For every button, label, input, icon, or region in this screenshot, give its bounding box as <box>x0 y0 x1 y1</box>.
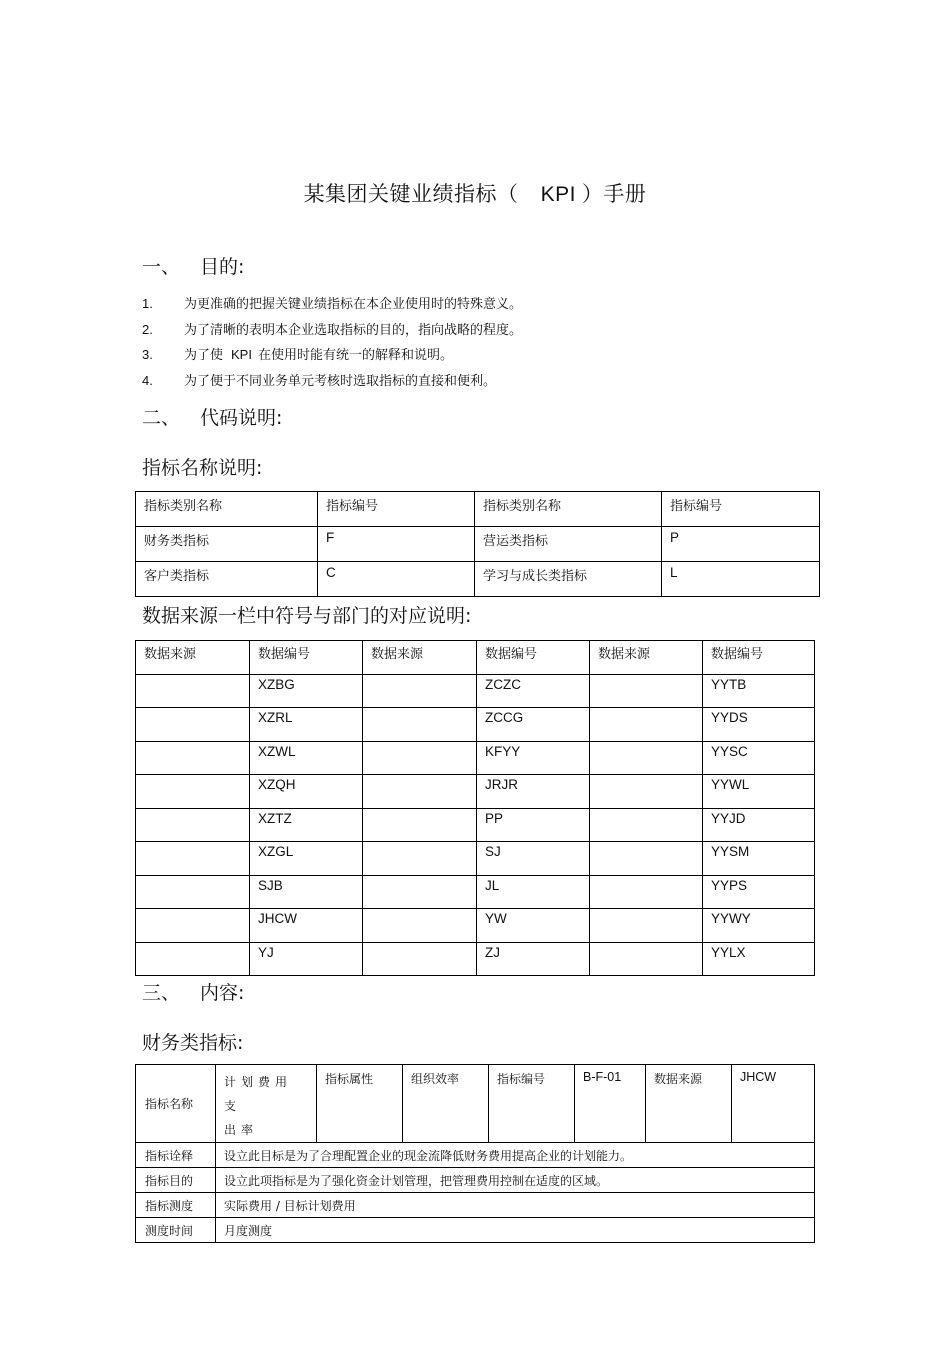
finance-row-label: 指标目的 <box>136 1168 216 1193</box>
section-2-number: 二、 <box>142 407 181 429</box>
table-cell <box>136 942 250 976</box>
table-row <box>136 808 815 842</box>
table-cell <box>590 674 703 708</box>
table-cell: 财务类指标 <box>136 527 318 562</box>
table-cell: L <box>662 562 820 597</box>
table-cell <box>363 708 477 742</box>
indicator-name-line-1: 计划费用支 <box>224 1075 293 1113</box>
table-header-row <box>136 641 815 675</box>
table-cell: KFYY <box>477 741 590 775</box>
table-cell: JL <box>477 875 590 909</box>
table-row <box>136 674 815 708</box>
table-cell: YJ <box>250 942 363 976</box>
table-cell <box>136 674 250 708</box>
purpose-list <box>142 291 522 393</box>
finance-row <box>136 1218 815 1243</box>
header-cell: 指标类别名称 <box>475 492 662 527</box>
data-source-table-body <box>136 674 815 976</box>
title-part-1: 某集团关键业绩指标（ <box>303 182 519 206</box>
purpose-item <box>142 317 522 343</box>
table-header-row <box>136 492 820 527</box>
table-row <box>136 942 815 976</box>
indicator-attr-value: 组织效率 <box>403 1065 489 1143</box>
table-cell <box>590 741 703 775</box>
header-cell: 数据来源 <box>590 641 703 675</box>
header-cell: 指标编号 <box>318 492 475 527</box>
table-cell <box>136 775 250 809</box>
table-cell <box>590 775 703 809</box>
table-cell: XZQH <box>250 775 363 809</box>
section-2-title: 代码说明: <box>200 407 283 429</box>
finance-row-value: 月度测度 <box>216 1218 815 1243</box>
table-cell <box>363 875 477 909</box>
section-1-title: 目的: <box>200 256 245 278</box>
table-cell: YYPS <box>703 875 815 909</box>
section-3-heading <box>142 978 244 1005</box>
table-cell: SJB <box>250 875 363 909</box>
header-cell: 数据来源 <box>363 641 477 675</box>
table-cell: XZWL <box>250 741 363 775</box>
table-cell: SJ <box>477 842 590 876</box>
indicator-name-label: 指标名称 <box>136 1065 216 1143</box>
section-2-heading <box>142 403 282 430</box>
table-cell <box>590 842 703 876</box>
table-row <box>136 909 815 943</box>
table-cell: XZTZ <box>250 808 363 842</box>
table-cell <box>136 875 250 909</box>
purpose-number: 1. <box>142 296 153 311</box>
table-row <box>136 562 820 597</box>
purpose-text-pre: 为了使 <box>184 348 224 363</box>
table-cell: XZRL <box>250 708 363 742</box>
table-cell <box>136 708 250 742</box>
indicator-name-value <box>216 1065 317 1143</box>
header-cell: 数据来源 <box>136 641 250 675</box>
table-cell: JHCW <box>250 909 363 943</box>
purpose-item <box>142 368 522 394</box>
table-cell: 学习与成长类指标 <box>475 562 662 597</box>
data-source-table <box>135 640 815 976</box>
table-cell <box>590 808 703 842</box>
finance-row-label: 指标诠释 <box>136 1143 216 1168</box>
purpose-number: 4. <box>142 372 153 388</box>
table-cell: ZJ <box>477 942 590 976</box>
table-cell <box>363 674 477 708</box>
table-cell <box>363 942 477 976</box>
table-cell <box>363 808 477 842</box>
table-cell <box>136 741 250 775</box>
header-cell: 数据编号 <box>703 641 815 675</box>
purpose-number: 2. <box>142 321 153 337</box>
title-kpi: KPI <box>540 183 576 206</box>
table-cell: C <box>318 562 475 597</box>
table-row <box>136 775 815 809</box>
indicator-name-line-2: 出率 <box>224 1123 259 1137</box>
header-cell: 指标类别名称 <box>136 492 318 527</box>
table-cell: 客户类指标 <box>136 562 318 597</box>
table-cell <box>136 808 250 842</box>
indicator-code-label: 指标编号 <box>489 1065 575 1143</box>
finance-row-value: 实际费用 / 目标计划费用 <box>216 1193 815 1218</box>
table-cell <box>590 708 703 742</box>
header-cell: 指标编号 <box>662 492 820 527</box>
indicator-category-table <box>135 491 820 597</box>
table-cell: YYWY <box>703 909 815 943</box>
purpose-text: 为更准确的把握关键业绩指标在本企业使用时的特殊意义。 <box>184 297 523 312</box>
finance-row-label: 测度时间 <box>136 1218 216 1243</box>
finance-row <box>136 1143 815 1168</box>
table-cell <box>363 741 477 775</box>
section-3-number: 三、 <box>142 982 181 1004</box>
table-cell: YYLX <box>703 942 815 976</box>
table-cell <box>136 909 250 943</box>
finance-heading: 财务类指标: <box>142 1032 244 1054</box>
table-cell: YYSM <box>703 842 815 876</box>
table-cell: YYSC <box>703 741 815 775</box>
table-row <box>136 527 820 562</box>
section-1-number: 一、 <box>142 256 181 278</box>
table-cell: 营运类指标 <box>475 527 662 562</box>
table-row <box>136 741 815 775</box>
purpose-item <box>142 342 522 368</box>
indicator-names-heading: 指标名称说明: <box>142 457 263 479</box>
table-cell: YYWL <box>703 775 815 809</box>
purpose-number: 3. <box>142 347 153 362</box>
purpose-kpi: KPI <box>231 347 252 362</box>
table-cell: YYTB <box>703 674 815 708</box>
purpose-text: 为了便于不同业务单元考核时选取指标的直接和便利。 <box>184 373 497 389</box>
table-cell: JRJR <box>477 775 590 809</box>
header-cell: 数据编号 <box>477 641 590 675</box>
table-cell: ZCZC <box>477 674 590 708</box>
purpose-text-post: 在使用时能有统一的解释和说明。 <box>257 348 453 363</box>
table-cell: F <box>318 527 475 562</box>
table-row <box>136 708 815 742</box>
document-title <box>0 178 950 208</box>
finance-row <box>136 1168 815 1193</box>
table-cell: P <box>662 527 820 562</box>
table-cell <box>590 942 703 976</box>
finance-header-row <box>136 1065 815 1143</box>
table-cell: YYDS <box>703 708 815 742</box>
table-cell: YW <box>477 909 590 943</box>
table-cell <box>363 909 477 943</box>
data-source-value: JHCW <box>732 1065 815 1143</box>
finance-row-value: 设立此项指标是为了强化资金计划管理，把管理费用控制在适度的区域。 <box>216 1168 815 1193</box>
table-row <box>136 842 815 876</box>
finance-row-label: 指标测度 <box>136 1193 216 1218</box>
section-1-heading <box>142 252 244 279</box>
table-cell: YYJD <box>703 808 815 842</box>
indicator-code-value: B-F-01 <box>575 1065 646 1143</box>
finance-row <box>136 1193 815 1218</box>
finance-indicator-table <box>135 1064 815 1243</box>
purpose-item <box>142 291 522 317</box>
purpose-text: 为了清晰的表明本企业选取指标的目的，指向战略的程度。 <box>184 322 523 338</box>
table-cell <box>590 909 703 943</box>
table-cell: ZCCG <box>477 708 590 742</box>
section-3-title: 内容: <box>200 982 245 1004</box>
table-cell: XZBG <box>250 674 363 708</box>
header-cell: 数据编号 <box>250 641 363 675</box>
table-row <box>136 875 815 909</box>
table-cell: XZGL <box>250 842 363 876</box>
table-cell <box>363 775 477 809</box>
table-cell <box>136 842 250 876</box>
source-heading: 数据来源一栏中符号与部门的对应说明: <box>142 605 472 627</box>
title-part-3: ）手册 <box>581 182 647 206</box>
table-cell <box>590 875 703 909</box>
data-source-label: 数据来源 <box>646 1065 732 1143</box>
table-cell: PP <box>477 808 590 842</box>
finance-row-value: 设立此目标是为了合理配置企业的现金流降低财务费用提高企业的计划能力。 <box>216 1143 815 1168</box>
table-cell <box>363 842 477 876</box>
indicator-attr-label: 指标属性 <box>317 1065 403 1143</box>
